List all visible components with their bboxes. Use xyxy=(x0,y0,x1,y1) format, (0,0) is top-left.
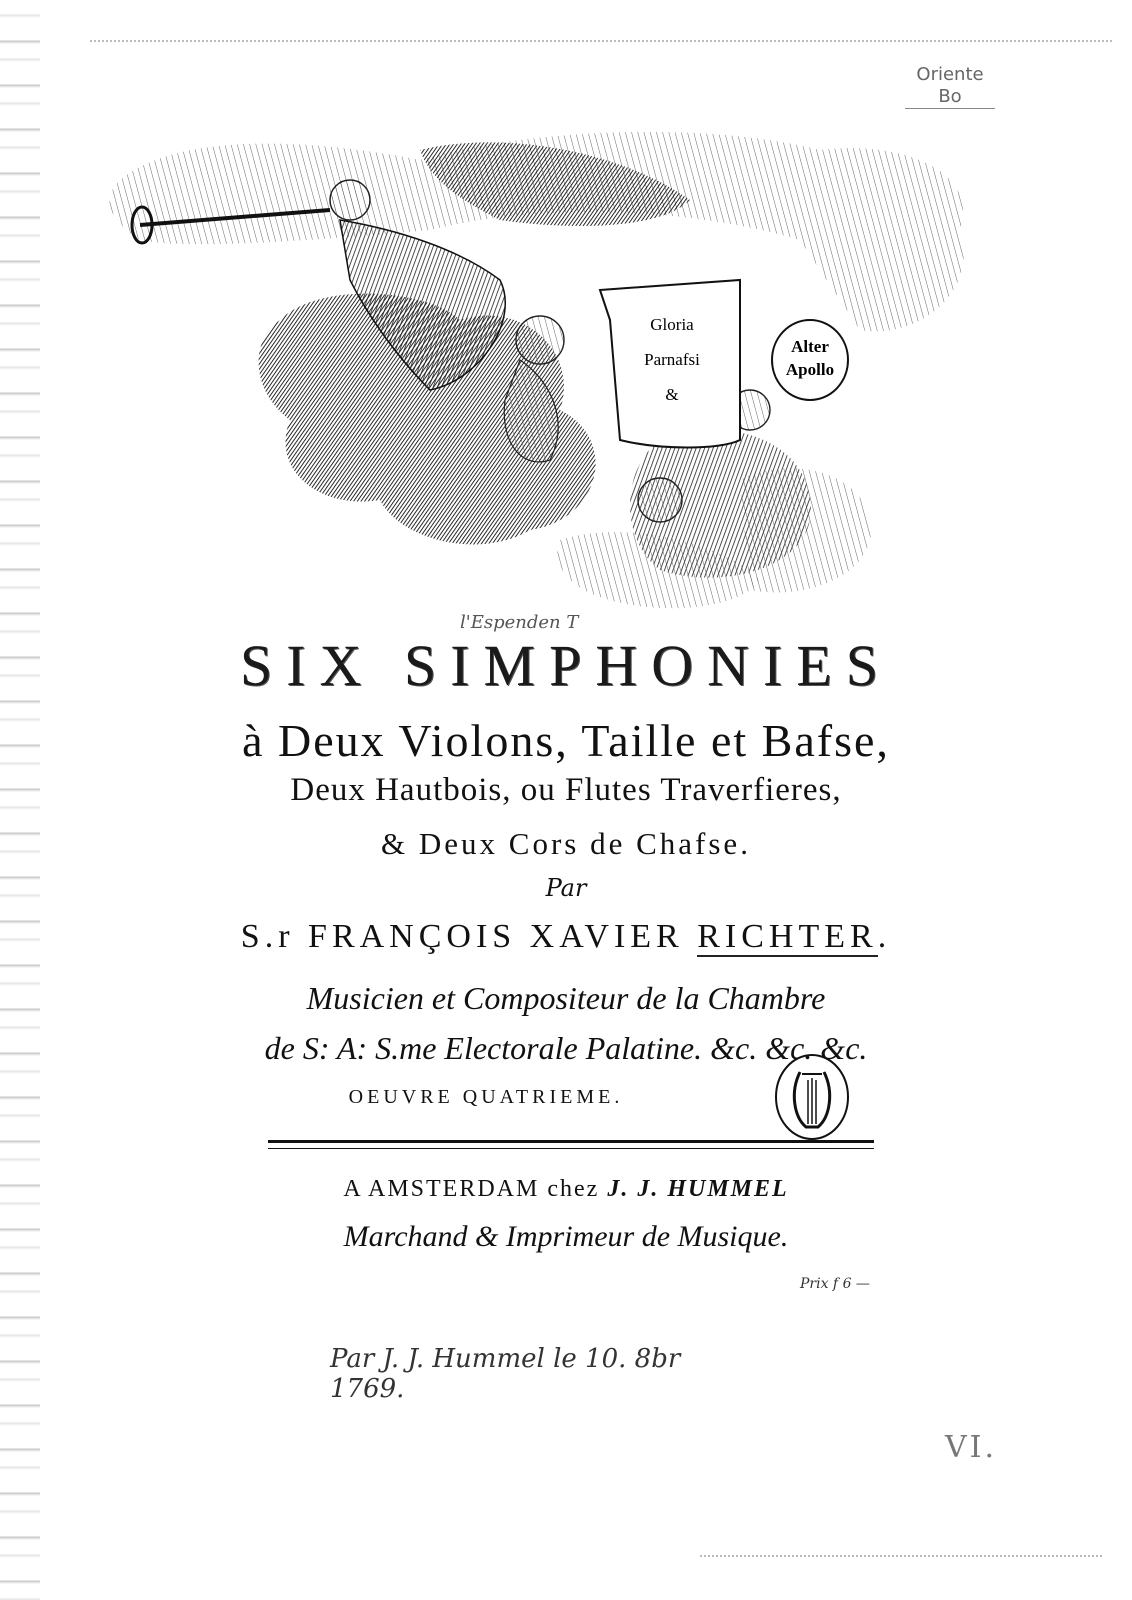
instrumentation-line-2: Deux Hautbois, ou Flutes Traverfieres, xyxy=(290,772,842,808)
handwritten-date: Par J. J. Hummel le 10. 8br 1769. xyxy=(330,1344,681,1404)
composer-name xyxy=(0,918,1132,956)
main-title: SIX SIMPHONIES xyxy=(239,633,892,698)
corner-note-line2: Bo xyxy=(905,86,995,109)
by-label: Par xyxy=(545,874,587,902)
top-scan-mark xyxy=(90,40,1112,44)
small-signature: l'Espenden T xyxy=(460,612,579,633)
double-rule-top xyxy=(268,1140,874,1143)
medallion-text-1: Alter xyxy=(791,337,829,356)
banner-text-1: Gloria xyxy=(650,315,694,334)
banner-text-3: & xyxy=(665,385,679,404)
figure-head xyxy=(330,180,370,220)
medallion-text-2: Apollo xyxy=(785,360,835,379)
publisher-role: Marchand & Imprimeur de Musique. xyxy=(343,1220,789,1253)
banner-text-2: Parnafsi xyxy=(644,350,700,369)
publisher-line xyxy=(0,1176,1132,1203)
composer-surname: RICHTER xyxy=(697,918,878,955)
bottom-scan-mark xyxy=(700,1555,1102,1559)
publisher-name: J. J. HUMMEL xyxy=(607,1176,789,1202)
instrumentation-line-3: & Deux Cors de Chafse. xyxy=(381,826,751,861)
instrumentation-line-1: à Deux Violons, Taille et Bafse, xyxy=(242,715,890,766)
composer-role-line-1: Musicien et Compositeur de la Chambre xyxy=(306,980,826,1016)
composer-role-line-2: de S: A: S.me Electorale Palatine. &c. &c. &c. xyxy=(264,1030,868,1066)
scroll-banner xyxy=(600,280,740,448)
corner-note-line1: Oriente xyxy=(916,64,984,85)
volume-number: VI. xyxy=(945,1430,998,1465)
opus-number xyxy=(0,1086,1132,1109)
apollo-medallion xyxy=(772,320,848,400)
price-note: Prix f 6 — xyxy=(800,1276,870,1292)
engraved-vignette xyxy=(100,120,1000,620)
composer-suffix: . xyxy=(877,918,892,955)
publisher-location: A AMSTERDAM chez xyxy=(343,1176,608,1202)
corner-handwritten-note xyxy=(905,64,995,109)
double-rule-bottom xyxy=(268,1148,874,1149)
lyre-ornament-icon xyxy=(772,1052,852,1142)
composer-prefix: S.r FRANÇOIS XAVIER xyxy=(240,918,698,955)
opus-text: OEUVRE QUATRIEME. xyxy=(348,1086,624,1108)
